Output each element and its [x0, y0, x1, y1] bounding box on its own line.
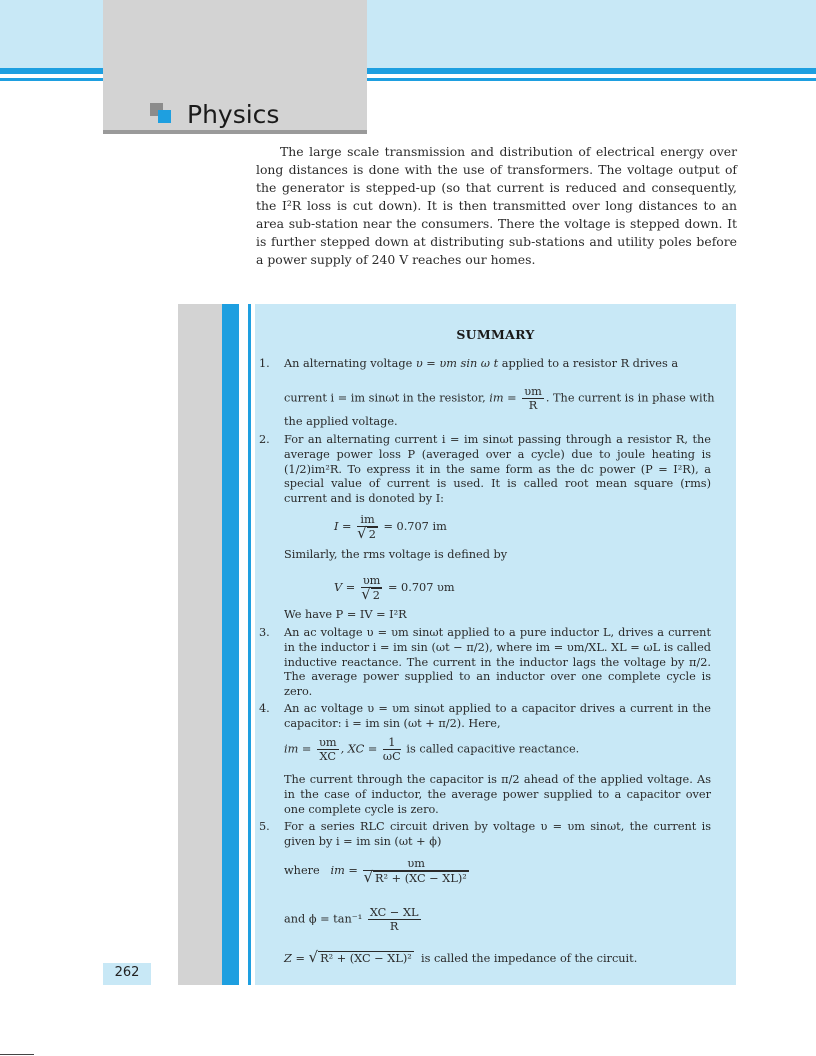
item3-text: An ac voltage υ = υm sinωt applied to a pure inductor L, drives a current in the inductor i = im sin (ωt − π/2), where im = υm/XL. XL = ωL is called inductive reactance. The current in the inductor lags the voltage by π/2. The average power supplied to an inductor over one complete cycle is zero. — [284, 626, 711, 699]
item1-line2: current i = im sinωt in the resistor, im = $\frac{\upsilon m}{R}$ . The current is in phase with — [284, 385, 715, 412]
page-number: 262 — [114, 965, 140, 980]
item4-text: An ac voltage υ = υm sinωt applied to a capacitor drives a current in the capacitor: i = im sin (ωt + π/2). Here, — [284, 702, 711, 730]
item4-after: The current through the capacitor is π/2 ahead of the applied voltage. As in the case of inductor, the average power supplied to a capacitor over one complete cycle is zero. — [284, 773, 711, 816]
chapter-tab-underline — [103, 130, 367, 134]
chapter-title: Physics — [187, 100, 280, 129]
item5-impedance: Z = √ R² + (XC − XL)² is called the impedance of the circuit. — [284, 948, 638, 966]
item2-eq2: V = $\frac{\upsilon m}{√ 2}$ = 0.707 υm — [334, 574, 455, 603]
sqrt-icon: √ — [308, 948, 319, 966]
item-number: 2. — [259, 433, 270, 446]
fraction: $\frac{\upsilon m}{XC}$ — [318, 736, 337, 763]
item-number: 1. — [259, 357, 270, 370]
intro-paragraph: The large scale transmission and distribution of electrical energy over long distances is done with the use of transformers. The voltage output of the generator is stepped-up (so that current is reduced and consequently, the I²R loss is cut down). It is then transmitted over long distances to an area sub-station near the consumers. There the voltage is stepped down. It is further stepped down at distributing sub-stations and utility poles before a power supply of 240 V reaches our homes. — [256, 144, 737, 267]
fraction: $\frac{\upsilon m}{√ 2}$ — [361, 574, 381, 603]
summary-accent-line — [248, 304, 251, 985]
sqrt-icon: √ — [361, 585, 371, 603]
sqrt-icon: √ — [357, 524, 367, 542]
fraction: $\frac{XC - XL}{R}$ — [369, 906, 419, 933]
sqrt-icon: √ — [363, 868, 374, 886]
item4-eq: im = $\frac{\upsilon m}{XC}$ , XC = $\frac{1}{\omega C}$ is called capacitive reactance. — [284, 736, 580, 763]
summary-margin-band — [178, 304, 222, 985]
fraction: $\frac{im}{√ 2}$ — [357, 513, 376, 542]
item-number: 4. — [259, 702, 270, 715]
summary-accent-bar — [222, 304, 239, 985]
square-bullet-accent-icon — [158, 110, 171, 123]
item-number: 5. — [259, 820, 270, 833]
item5-eq1: where im = $\frac{\upsilon m}{\text{√ R² + (XC − XL)²}}$ — [284, 857, 467, 886]
item1-line3: the applied voltage. — [284, 415, 398, 428]
item2-text: For an alternating current i = im sinωt passing through a resistor R, the average power loss P (averaged over a cycle) due to joule heating is (1/2)im²R. To express it in the same form as the dc power (P = I²R), a special value of current is used. It is called root mean square (rms) current and is donoted by I: — [284, 433, 711, 506]
item-number: 3. — [259, 626, 270, 639]
intro-text — [256, 143, 737, 269]
item1-line1: An alternating voltage υ = υm sin ω t applied to a resistor R drives a — [284, 357, 679, 370]
fraction: $\frac{1}{\omega C}$ — [382, 736, 401, 763]
item5-phi: and ϕ = tan⁻¹ $\frac{XC - XL}{R}$ — [284, 906, 419, 933]
summary-title: SUMMARY — [456, 327, 535, 342]
item2-eq1: I = $\frac{im}{√ 2}$ = 0.707 im — [334, 513, 447, 542]
item2-we-have: We have P = IV = I²R — [284, 608, 407, 621]
item2-similarly: Similarly, the rms voltage is defined by — [284, 548, 508, 561]
fraction: $\frac{\upsilon m}{\text{√ R² + (XC − XL)²}}$ — [363, 857, 467, 886]
fraction: $\frac{\upsilon m}{R}$ — [524, 385, 542, 412]
crop-mark — [0, 1054, 34, 1055]
item5-text: For a series RLC circuit driven by voltage υ = υm sinωt, the current is given by i = im sin (ωt + ϕ) — [284, 820, 711, 848]
item1-eq: υ = υm sin ω t — [415, 357, 499, 370]
